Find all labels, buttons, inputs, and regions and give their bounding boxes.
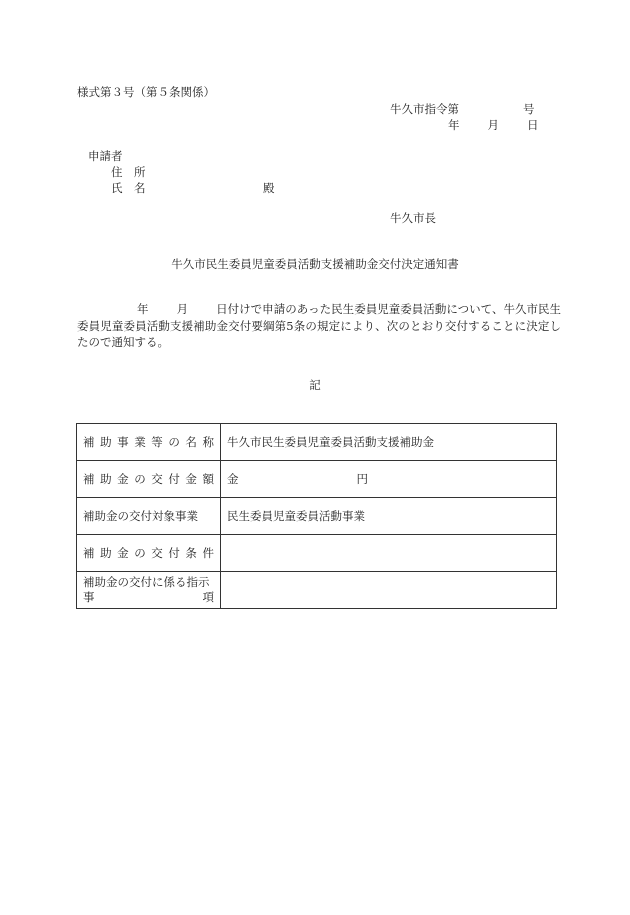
address-label: 住 所 [111,165,146,179]
row-value [221,535,557,572]
row-label: 補助金の交付条件 [77,535,221,572]
issue-date [448,118,539,132]
table-row [77,424,557,461]
table-row [77,498,557,535]
grant-details-table [76,423,557,609]
honorific: 殿 [263,181,275,195]
row-label: 補助金の交付金額 [77,461,221,498]
form-number: 様式第３号（第５条関係） [77,85,215,99]
row-value: 民生委員児童委員活動事業 [221,498,557,535]
row-value [221,461,557,498]
ki-heading: 記 [309,378,321,392]
row-label-line2: 事 項 [83,590,214,604]
table-row [77,572,557,609]
row-label: 補助金の交付対象事業 [77,498,221,535]
body-month: 月 [176,302,189,316]
amount-unit: 円 [356,472,368,486]
name-label: 氏 名 [111,181,146,195]
document-number-label: 牛久市指令第 [390,102,459,116]
date-month: 月 [487,118,499,132]
issuer-name: 牛久市長 [390,211,436,225]
amount-prefix: 金 [227,472,239,486]
row-label: 補助事業等の名称 [77,424,221,461]
row-label-line1: 補助金の交付に係る指示 [83,575,210,589]
body-text: 日付けで申請のあった民生委員児童委員活動について、牛久市民生委員児童委員活動支援補助金交付要綱第5条の規定により、次のとおり交付することに決定したので通知する。 [77,302,562,349]
table-row [77,535,557,572]
date-year: 年 [448,118,460,132]
date-day: 日 [527,118,539,132]
row-value: 牛久市民生委員児童委員活動支援補助金 [221,424,557,461]
document-number-suffix: 号 [523,102,535,116]
notice-body [77,301,561,351]
table-row [77,461,557,498]
row-value [221,572,557,609]
applicant-label: 申請者 [88,149,123,163]
body-year: 年 [137,302,149,316]
row-label [77,572,221,609]
document-title: 牛久市民生委員児童委員活動支援補助金交付決定通知書 [171,257,459,271]
